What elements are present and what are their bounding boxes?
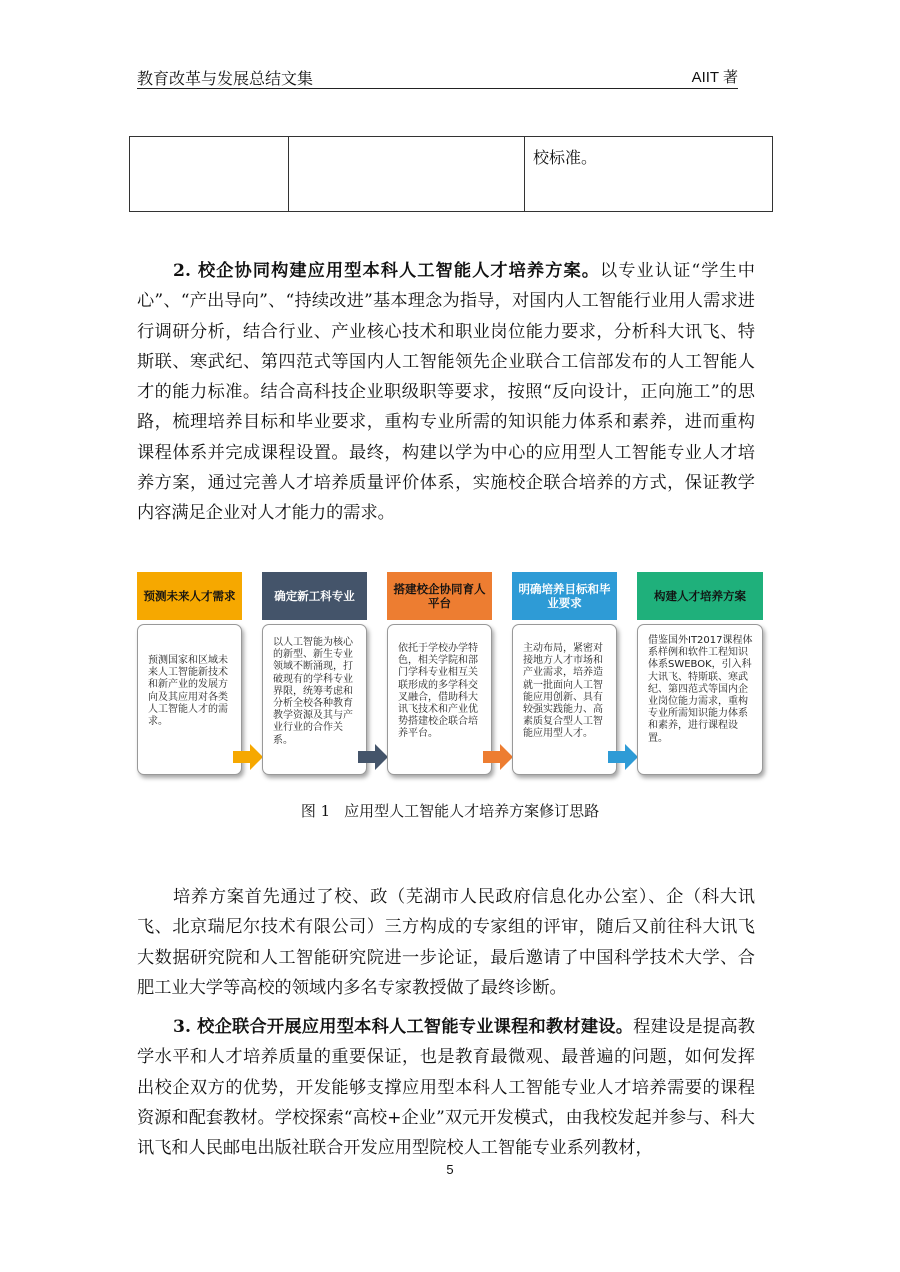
flow-arrow-icon (483, 744, 513, 770)
section-2-heading: 2. 校企协同构建应用型本科人工智能人才培养方案。 (173, 261, 601, 281)
flow-step-title: 搭建校企协同育人平台 (387, 572, 492, 620)
section-3-body: 程建设是提高教学水平和人才培养质量的重要保证，也是教育最微观、最普遍的问题，如何发挥出校企双方的优势，开发能够支撑应用型本科人工智能专业人才培养需要的课程资源和配套教材。学校探索“高校+企业”双元开发模式，由我校发起并参与、科大讯飞和人民邮电出版社联合开发应用型院校人工智能专业系列教材， (137, 1017, 755, 1159)
flow-step-title: 确定新工科专业 (262, 572, 367, 620)
flow-step-text: 借鉴国外IT2017课程体系样例和软件工程知识体系SWEBOK，引入科大讯飞、特斯联、寒武纪、第四范式等国内企业岗位能力需求，重构专业所需知识能力体系和素养，进行课程设置。 (637, 624, 763, 775)
flow-step-text: 依托于学校办学特色，相关学院和部门学科专业相互关联形成的多学科交叉融合，借助科大讯飞技术和产业优势搭建校企联合培养平台。 (387, 624, 492, 775)
flow-step-4 (512, 572, 617, 740)
table-cell (525, 137, 773, 212)
flow-step-title: 构建人才培养方案 (637, 572, 763, 620)
flow-step-5 (637, 572, 763, 744)
continued-table (129, 136, 773, 212)
flow-arrow-icon (608, 744, 638, 770)
flow-step-1 (137, 572, 242, 728)
flow-step-3 (387, 572, 492, 740)
page-header-author: AIIT 著 (691, 69, 738, 86)
table-cell (289, 137, 525, 212)
flow-step-text: 主动布局，紧密对接地方人才市场和产业需求，培养造就一批面向人工智能应用创新、具有较强实践能力、高素质复合型人工智能应用型人才。 (512, 624, 617, 775)
figure-caption-label: 图 1 (300, 802, 331, 820)
section-2-body: 以专业认证“学生中心”、“产出导向”、“持续改进”基本理念为指导，对国内人工智能行业用人需求进行调研分析，结合行业、产业核心技术和职业岗位能力要求，分析科大讯飞、特斯联、寒武纪、第四范式等国内人工智能领先企业联合工信部发布的人工智能人才的能力标准。结合高科技企业职级职等要求，按照“反向设计，正向施工”的思路，梳理培养目标和毕业要求，重构专业所需的知识能力体系和素养，进而重构课程体系并完成课程设置。最终，构建以学为中心的应用型人工智能专业人才培养方案，通过完善人才培养质量评价体系，实施校企联合培养的方式，保证教学内容满足企业对人才能力的需求。 (137, 261, 755, 524)
figure-caption (0, 800, 900, 821)
flow-arrow-icon (233, 744, 263, 770)
flow-step-text: 预测国家和区域未来人工智能新技术和新产业的发展方向及其应用对各类人工智能人才的需求。 (137, 624, 242, 775)
flow-diagram (137, 572, 767, 777)
flow-step-title: 预测未来人才需求 (137, 572, 242, 620)
flow-step-2 (262, 572, 367, 746)
section-2-paragraph (137, 256, 755, 529)
figure-caption-text: 应用型人工智能人才培养方案修订思路 (344, 802, 600, 820)
flow-step-text: 以人工智能为核心的新型、新生专业领域不断涌现，打破现有的学科专业界限，统筹考虑和分析全校各种教育教学资源及其与产业行业的合作关系。 (262, 624, 367, 775)
section-3-paragraph (137, 1012, 755, 1163)
section-3-heading: 3. 校企联合开展应用型本科人工智能专业课程和教材建设。 (173, 1017, 634, 1037)
header-rule (137, 88, 738, 89)
table-cell-text: 校标准。 (533, 148, 598, 167)
flow-step-title: 明确培养目标和毕业要求 (512, 572, 617, 620)
page-number: 5 (446, 1162, 454, 1177)
review-paragraph (137, 882, 755, 1003)
table-cell (130, 137, 289, 212)
flow-arrow-icon (358, 744, 388, 770)
review-paragraph-text: 培养方案首先通过了校、政（芜湖市人民政府信息化办公室）、企（科大讯飞、北京瑞尼尔技术有限公司）三方构成的专家组的评审，随后又前往科大讯飞大数据研究院和人工智能研究院进一步论证，最后邀请了中国科学技术大学、合肥工业大学等高校的领域内多名专家教授做了最终诊断。 (137, 887, 755, 998)
page-header-title: 教育改革与发展总结文集 (137, 69, 314, 88)
